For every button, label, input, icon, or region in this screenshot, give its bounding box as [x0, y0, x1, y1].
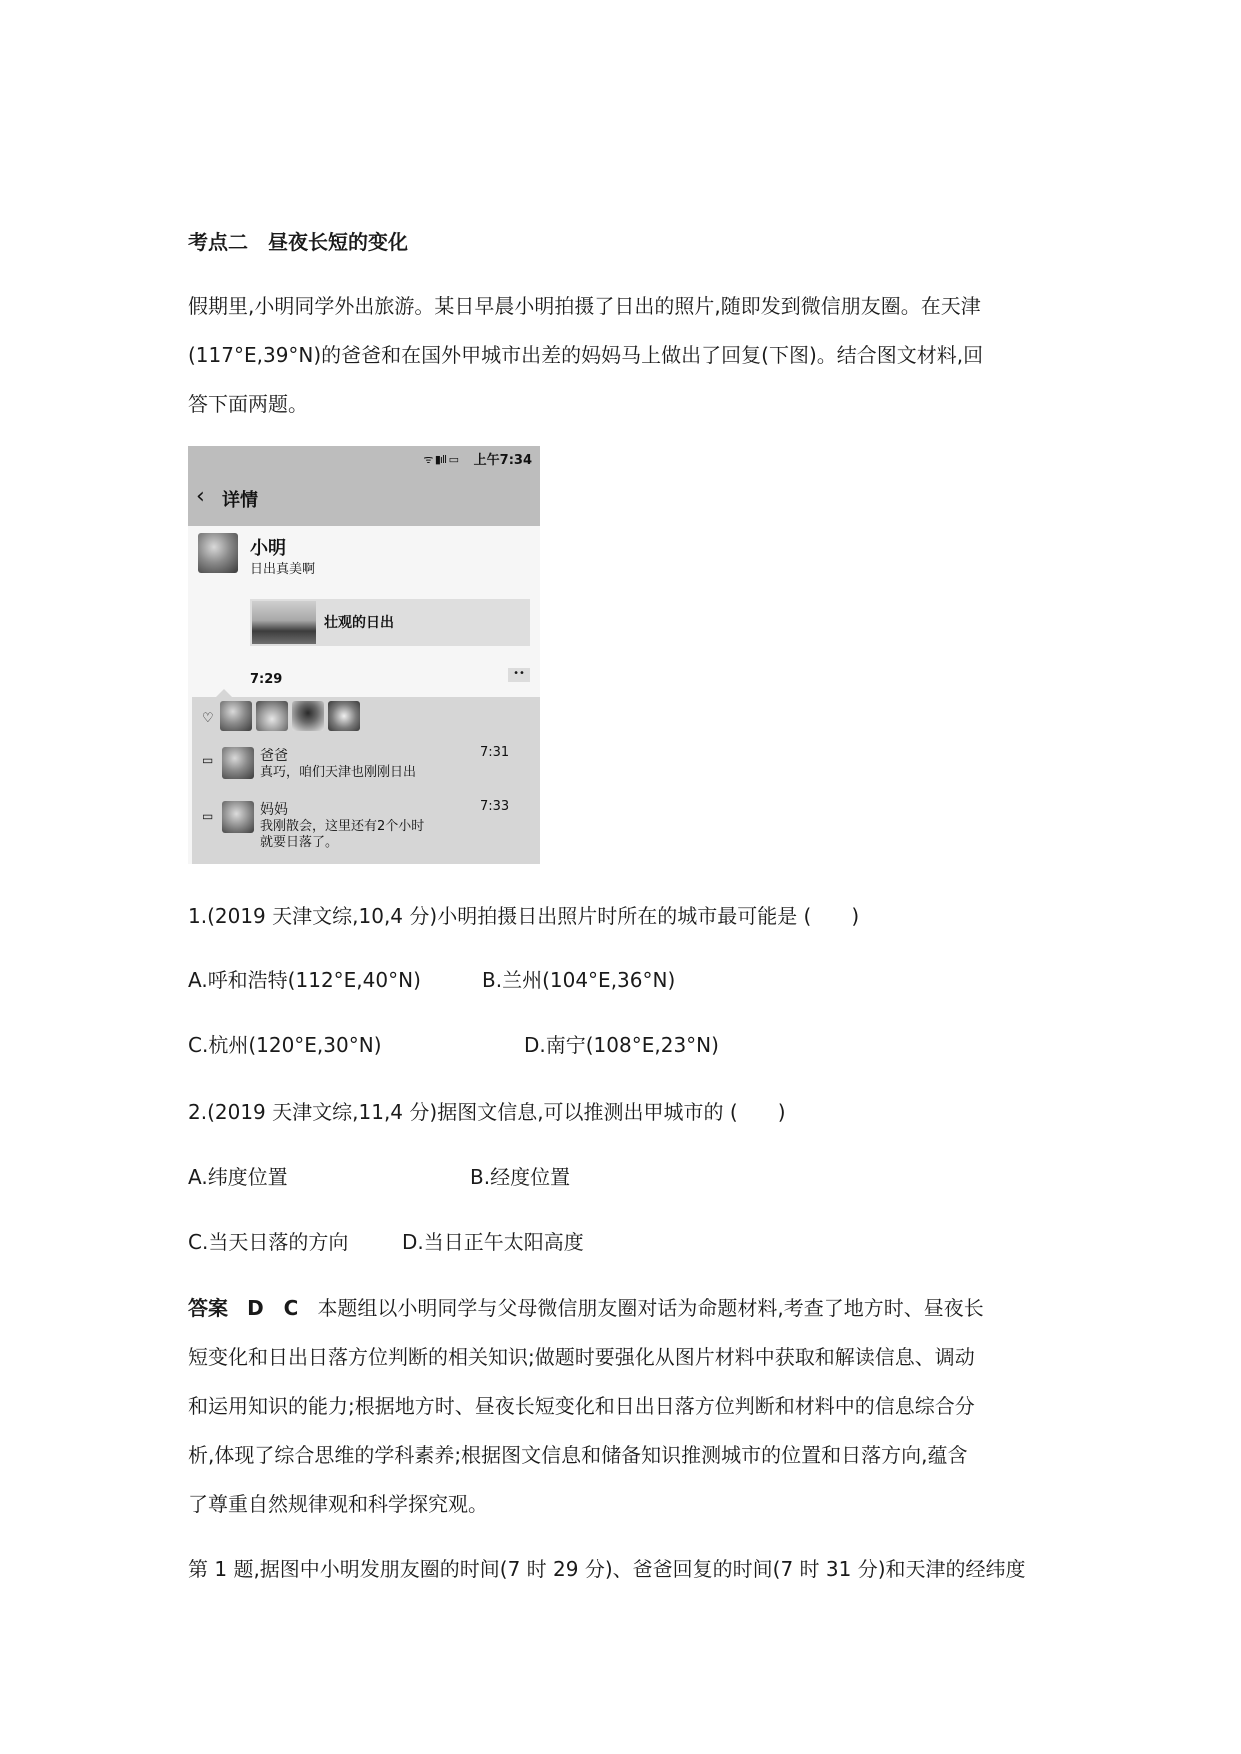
commenter-avatar	[222, 747, 254, 779]
more-options-icon: ••	[508, 668, 530, 682]
like-icon: ♡	[202, 711, 214, 726]
question-1-stem: 1.(2019 天津文综,10,4 分)小明拍摄日出照片时所在的城市最可能是 ( )	[188, 904, 860, 928]
signal-icon: ᯤ ▮ıll ▭	[423, 453, 458, 466]
like-avatar	[256, 701, 288, 731]
question-2-stem: 2.(2019 天津文综,11,4 分)据图文信息,可以推测出甲城市的 ( )	[188, 1100, 786, 1124]
intro-line: (117°E,39°N)的爸爸和在国外甲城市出差的妈妈马上做出了回复(下图)。结合图文材料,回	[188, 343, 984, 367]
status-time: 上午7:34	[473, 453, 532, 468]
option-a: A.呼和浩特(112°E,40°N)	[188, 968, 421, 992]
option-b: B.经度位置	[470, 1165, 571, 1189]
commenter-name: 爸爸	[260, 748, 288, 764]
like-avatar	[292, 701, 324, 731]
commenter-name: 妈妈	[260, 802, 288, 818]
sunrise-photo-thumbnail	[252, 601, 316, 644]
answer-paragraph	[188, 1284, 1058, 1529]
comment-text: 我刚散会，这里还有2个小时	[260, 819, 425, 834]
intro-paragraph	[188, 282, 1058, 429]
option-d: D.当日正午太阳高度	[402, 1230, 584, 1254]
post-user-name: 小明	[250, 538, 286, 559]
status-bar	[188, 446, 540, 470]
panel-caret	[216, 689, 232, 697]
option-a: A.纬度位置	[188, 1165, 288, 1189]
post-time: 7:29	[250, 672, 283, 687]
answer-keys: D C	[247, 1296, 299, 1320]
answer-line: 析,体现了综合思维的学科素养;根据图文信息和储备知识推测城市的位置和日落方向,蕴含	[188, 1443, 968, 1467]
answer-line: 了尊重自然规律观和科学探究观。	[188, 1492, 488, 1516]
intro-line: 答下面两题。	[188, 392, 308, 416]
answer-line: 本题组以小明同学与父母微信朋友圈对话为命题材料,考查了地方时、昼夜长	[317, 1296, 984, 1320]
comment-text: 就要日落了。	[260, 835, 339, 850]
likes-comments-panel	[192, 697, 540, 864]
comment-time: 7:31	[480, 745, 510, 760]
option-c: C.当天日落的方向	[188, 1230, 349, 1254]
comment-text: 真巧，咱们天津也刚刚日出	[260, 765, 417, 780]
wechat-moments-screenshot	[188, 446, 540, 864]
like-avatar	[220, 701, 252, 731]
comment-icon: ▭	[202, 753, 214, 767]
explanation-line: 第 1 题,据图中小明发朋友圈的时间(7 时 29 分)、爸爸回复的时间(7 时 31 分)和天津的经纬度	[188, 1557, 1026, 1581]
comment-icon: ▭	[202, 809, 214, 823]
like-avatar	[328, 701, 360, 731]
shared-link-title: 壮观的日出	[324, 615, 394, 631]
intro-line: 假期里,小明同学外出旅游。某日早晨小明拍摄了日出的照片,随即发到微信朋友圈。在天津	[188, 294, 981, 318]
title-bar	[188, 470, 540, 526]
option-b: B.兰州(104°E,36°N)	[482, 968, 676, 992]
comment-time: 7:33	[480, 799, 510, 814]
section-title: 考点二 昼夜长短的变化	[188, 230, 408, 254]
avatar	[198, 533, 238, 573]
option-c: C.杭州(120°E,30°N)	[188, 1033, 382, 1057]
post-text: 日出真美啊	[250, 562, 316, 577]
option-d: D.南宁(108°E,23°N)	[524, 1033, 719, 1057]
screen-title: 详情	[222, 490, 258, 511]
answer-label: 答案	[188, 1296, 228, 1320]
back-arrow-icon: ‹	[196, 484, 205, 509]
answer-line: 和运用知识的能力;根据地方时、昼夜长短变化和日出日落方位判断和材料中的信息综合分	[188, 1394, 975, 1418]
shared-link-card	[250, 599, 530, 646]
commenter-avatar	[222, 801, 254, 833]
answer-line: 短变化和日出日落方位判断的相关知识;做题时要强化从图片材料中获取和解读信息、调动	[188, 1345, 975, 1369]
